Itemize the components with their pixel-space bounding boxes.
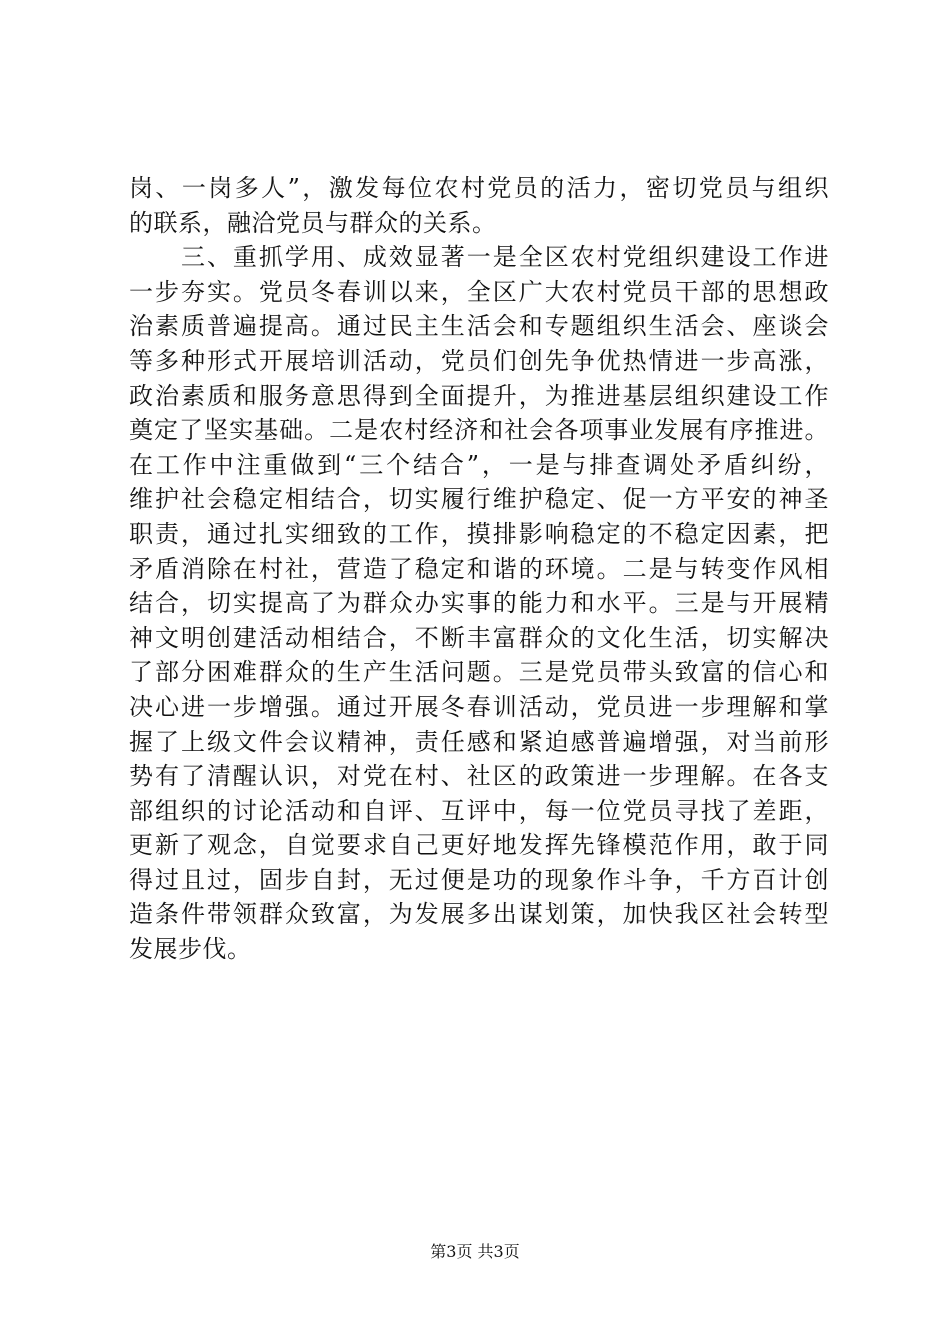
text-line: 势有了清醒认识，对党在村、社区的政策进一步理解。在各支: [129, 762, 829, 791]
text-line: 等多种形式开展培训活动，党员们创先争优热情进一步高涨，: [129, 346, 829, 375]
text-line: 造条件带领群众致富，为发展多出谋划策，加快我区社会转型: [129, 900, 829, 929]
body-text: [129, 171, 829, 967]
text-line: 矛盾消除在村社，营造了稳定和谐的环境。二是与转变作风相: [129, 554, 829, 583]
text-line: 更新了观念，自觉要求自己更好地发挥先锋模范作用，敢于同: [129, 831, 829, 860]
text-line: 的联系，融洽党员与群众的关系。: [129, 208, 497, 237]
text-line: 神文明创建活动相结合，不断丰富群众的文化生活，切实解决: [129, 623, 829, 652]
text-line: 决心进一步增强。通过开展冬春训活动，党员进一步理解和掌: [129, 692, 829, 721]
text-line: 职责，通过扎实细致的工作，摸排影响稳定的不稳定因素，把: [129, 519, 829, 548]
page-footer: 第3页 共3页: [430, 1242, 520, 1261]
text-line: 三、重抓学用、成效显著一是全区农村党组织建设工作进: [129, 243, 829, 272]
text-line: 奠定了坚实基础。二是农村经济和社会各项事业发展有序推进。: [129, 416, 829, 445]
text-line: 维护社会稳定相结合，切实履行维护稳定、促一方平安的神圣: [129, 485, 829, 514]
text-line: 了部分困难群众的生产生活问题。三是党员带头致富的信心和: [129, 658, 829, 687]
text-line: 在工作中注重做到“三个结合”，一是与排查调处矛盾纠纷，: [129, 450, 829, 479]
text-line: 政治素质和服务意思得到全面提升，为推进基层组织建设工作: [129, 381, 829, 410]
text-line: 得过且过，固步自封，无过便是功的现象作斗争，千方百计创: [129, 865, 829, 894]
text-line: 部组织的讨论活动和自评、互评中，每一位党员寻找了差距，: [129, 796, 829, 825]
text-line: 治素质普遍提高。通过民主生活会和专题组织生活会、座谈会: [129, 312, 829, 341]
text-line: 握了上级文件会议精神，责任感和紧迫感普遍增强，对当前形: [129, 727, 829, 756]
text-line: 一步夯实。党员冬春训以来，全区广大农村党员干部的思想政: [129, 277, 829, 306]
text-line: 发展步伐。: [129, 935, 252, 964]
text-line: 岗、一岗多人”，激发每位农村党员的活力，密切党员与组织: [129, 174, 829, 202]
text-line: 结合，切实提高了为群众办实事的能力和水平。三是与开展精: [129, 589, 829, 618]
